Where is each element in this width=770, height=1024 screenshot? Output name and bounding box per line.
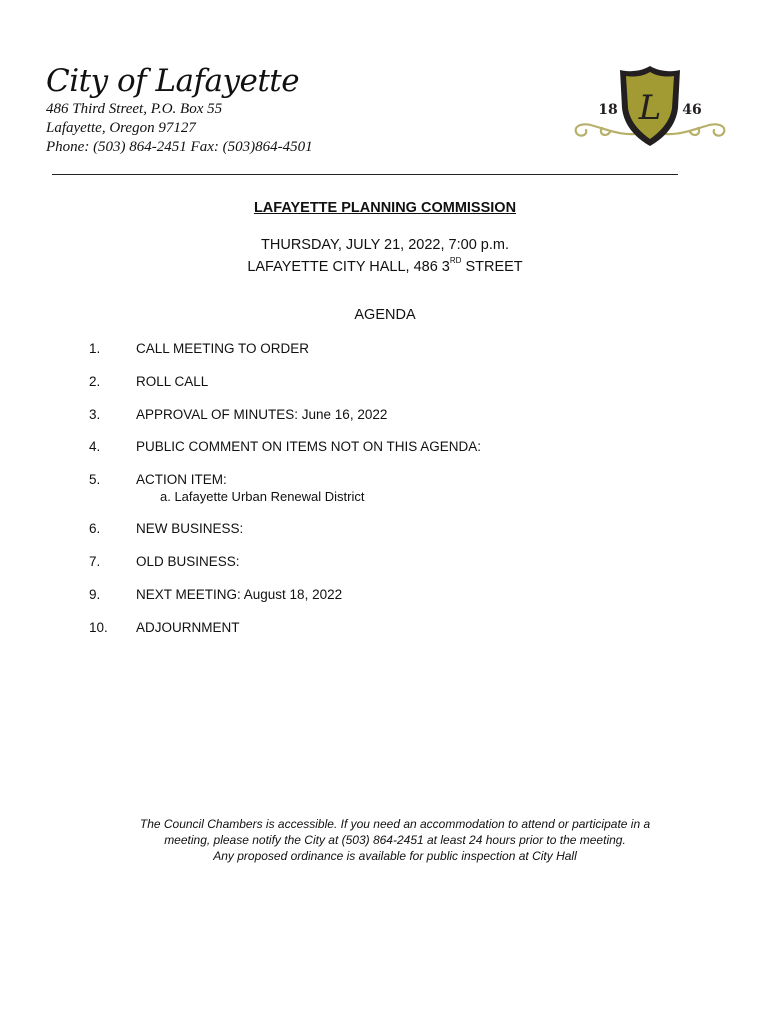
header-divider (52, 174, 678, 175)
logo-letter: L (638, 88, 662, 128)
agenda-item-text: CALL MEETING TO ORDER (136, 341, 310, 356)
location-superscript: RD (449, 256, 462, 265)
meeting-location (0, 254, 770, 276)
location-prefix: LAFAYETTE CITY HALL, 486 3 (247, 258, 450, 275)
agenda-item-number: 6. (89, 521, 101, 536)
agenda-item-number: 4. (89, 439, 101, 454)
letterhead (46, 62, 313, 157)
agenda-item-text: ADJOURNMENT (136, 620, 240, 635)
city-name: City of Lafayette (46, 63, 300, 99)
phone-fax-line: Phone: (503) 864-2451 Fax: (503)864-4501 (46, 139, 313, 155)
logo-year-right: 46 (682, 102, 702, 118)
agenda-heading: AGENDA (354, 307, 416, 323)
agenda-item-number: 10. (89, 620, 108, 635)
agenda-item-number: 9. (89, 587, 101, 602)
agenda-item-text: ACTION ITEM: (136, 472, 227, 487)
meeting-date-time: THURSDAY, JULY 21, 2022, 7:00 p.m. (261, 237, 509, 253)
agenda-item-number: 7. (89, 554, 101, 569)
commission-heading: LAFAYETTE PLANNING COMMISSION (253, 200, 517, 216)
address-line-1: 486 Third Street, P.O. Box 55 (46, 101, 223, 117)
accessibility-notice (0, 816, 770, 864)
agenda-item-text: OLD BUSINESS: (136, 554, 240, 569)
agenda-item-number: 1. (89, 341, 101, 356)
footer-line-2: meeting, please notify the City at (503) 864-2451 at least 24 hours prior to the meeting. (164, 833, 626, 847)
agenda-sub-item: a. Lafayette Urban Renewal District (160, 489, 365, 504)
agenda-item-number: 2. (89, 374, 101, 389)
location-suffix: STREET (461, 258, 523, 275)
footer-line-1: The Council Chambers is accessible. If you need an accommodation to attend or participate in a (139, 817, 651, 831)
agenda-item-number: 3. (89, 407, 101, 422)
agenda-item-text: PUBLIC COMMENT ON ITEMS NOT ON THIS AGENDA: (136, 439, 482, 454)
logo-year-left: 18 (598, 102, 618, 118)
agenda-item-text: NEXT MEETING: August 18, 2022 (136, 587, 343, 602)
agenda-item-text: APPROVAL OF MINUTES: June 16, 2022 (136, 407, 388, 422)
footer-line-3: Any proposed ordinance is available for public inspection at City Hall (213, 849, 577, 863)
address-line-2: Lafayette, Oregon 97127 (46, 120, 196, 136)
agenda-item-text: NEW BUSINESS: (136, 521, 244, 536)
agenda-item-text: ROLL CALL (136, 374, 209, 389)
city-seal-logo (568, 64, 732, 154)
agenda-item-number: 5. (89, 472, 101, 487)
meeting-info (0, 236, 770, 276)
